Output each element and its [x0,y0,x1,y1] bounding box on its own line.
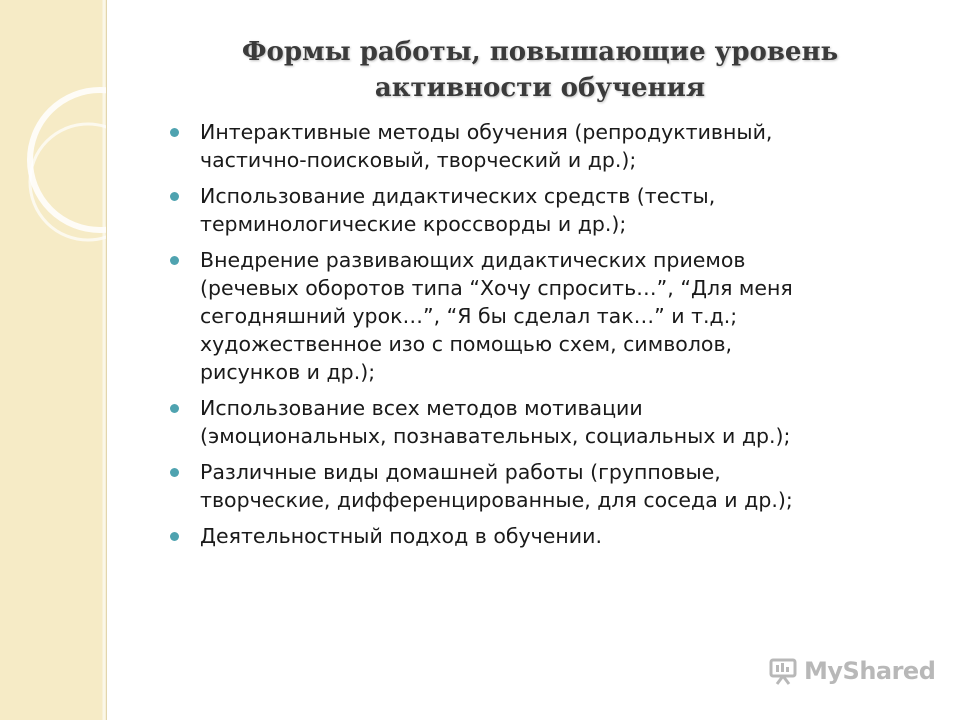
bullet-dot-icon [170,256,179,265]
bullet-text-line: рисунков и др.); [200,360,376,384]
bullet-item [200,522,900,550]
bullet-text-line: Использование дидактических средств (тесты, [200,184,716,208]
bullet-item [200,118,900,174]
slide-title-line: Формы работы, повышающие уровень [241,37,839,67]
bullet-dot-icon [170,404,179,413]
decorative-circles-icon [0,0,106,720]
bullet-text-line: Использование всех методов мотивации [200,396,643,420]
bullet-list [200,118,900,558]
bullet-item [200,182,900,238]
presentation-board-icon [768,656,798,686]
slide-title-line: активности обучения [374,73,706,103]
bullet-text-line: творческие, дифференцированные, для соседа и др.); [200,488,793,512]
bullet-item [200,246,900,386]
slide-title [180,34,900,106]
bullet-text-line: (эмоциональных, познавательных, социальных и др.); [200,424,791,448]
bullet-text-line: Деятельностный подход в обучении. [200,524,602,548]
bullet-text-line: Интерактивные методы обучения (репродуктивный, [200,120,773,144]
watermark-text: MyShared [804,657,936,685]
bullet-text-line: терминологические кроссворды и др.); [200,212,627,236]
bullet-item [200,458,900,514]
bullet-dot-icon [170,192,179,201]
bullet-text-line: сегодняшний урок…”, “Я бы сделал так…” и т.д.; [200,304,738,328]
bullet-dot-icon [170,468,179,477]
decorative-side-band [0,0,107,720]
bullet-text-line: Внедрение развивающих дидактических приемов [200,248,746,272]
bullet-text-line: Различные виды домашней работы (групповые, [200,460,721,484]
bullet-dot-icon [170,532,179,541]
watermark [768,656,935,686]
bullet-dot-icon [170,128,179,137]
bullet-text-line: художественное изо с помощью схем, символов, [200,332,733,356]
bullet-text-line: частично-поисковый, творческий и др.); [200,148,637,172]
bullet-item [200,394,900,450]
bullet-text-line: (речевых оборотов типа “Хочу спросить…”, “Для меня [200,276,793,300]
